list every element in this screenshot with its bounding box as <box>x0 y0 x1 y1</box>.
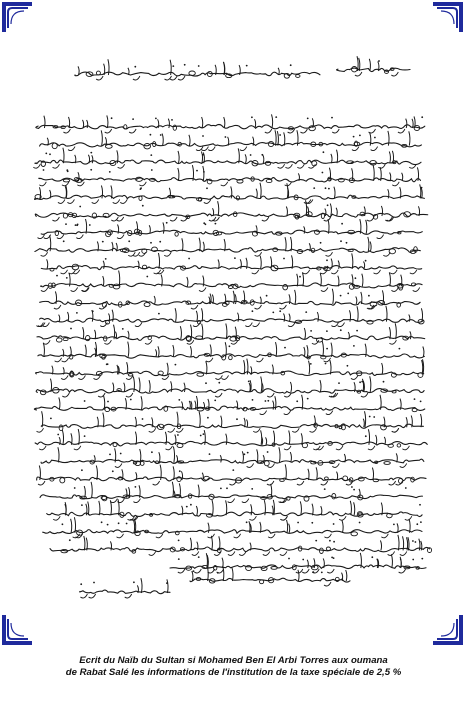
caption-line-2: de Rabat Salé les informations de l'institution de la taxe spéciale de 2,5 % <box>65 667 402 678</box>
corner-ornament-top-right <box>433 2 463 32</box>
manuscript-line-4 <box>39 165 421 186</box>
manuscript-line-12 <box>36 306 424 327</box>
manuscript-line-1 <box>36 114 425 133</box>
document-caption <box>0 655 467 679</box>
handwritten-manuscript <box>20 32 446 622</box>
manuscript-line-9 <box>41 253 421 274</box>
manuscript-line-17 <box>34 395 424 415</box>
manuscript-line-10 <box>41 271 423 292</box>
manuscript-signature <box>80 578 170 598</box>
manuscript-header-word <box>337 56 410 76</box>
manuscript-line-3 <box>33 148 421 168</box>
manuscript-line-5 <box>35 183 425 204</box>
caption-line-1: Ecrit du Naïb du Sultan si Mohamed Ben El Arbi Torres aux oumana <box>79 655 388 666</box>
manuscript-header-line <box>75 59 320 80</box>
manuscript-line-7 <box>38 219 423 239</box>
manuscript-line-25 <box>50 535 432 556</box>
manuscript-line-20 <box>41 447 424 468</box>
manuscript-line-15 <box>36 359 424 380</box>
document-frame <box>2 2 463 645</box>
manuscript-line-21 <box>37 464 426 485</box>
manuscript-line-24 <box>43 517 422 538</box>
manuscript-line-2 <box>40 130 422 150</box>
corner-ornament-top-left <box>2 2 32 32</box>
manuscript-line-14 <box>38 341 424 362</box>
manuscript-line-13 <box>37 323 425 344</box>
manuscript-line-18 <box>37 411 424 432</box>
manuscript-line-11 <box>40 289 420 309</box>
manuscript-line-19 <box>35 429 427 450</box>
manuscript-line-8 <box>35 235 420 256</box>
manuscript-line-23 <box>47 499 422 520</box>
